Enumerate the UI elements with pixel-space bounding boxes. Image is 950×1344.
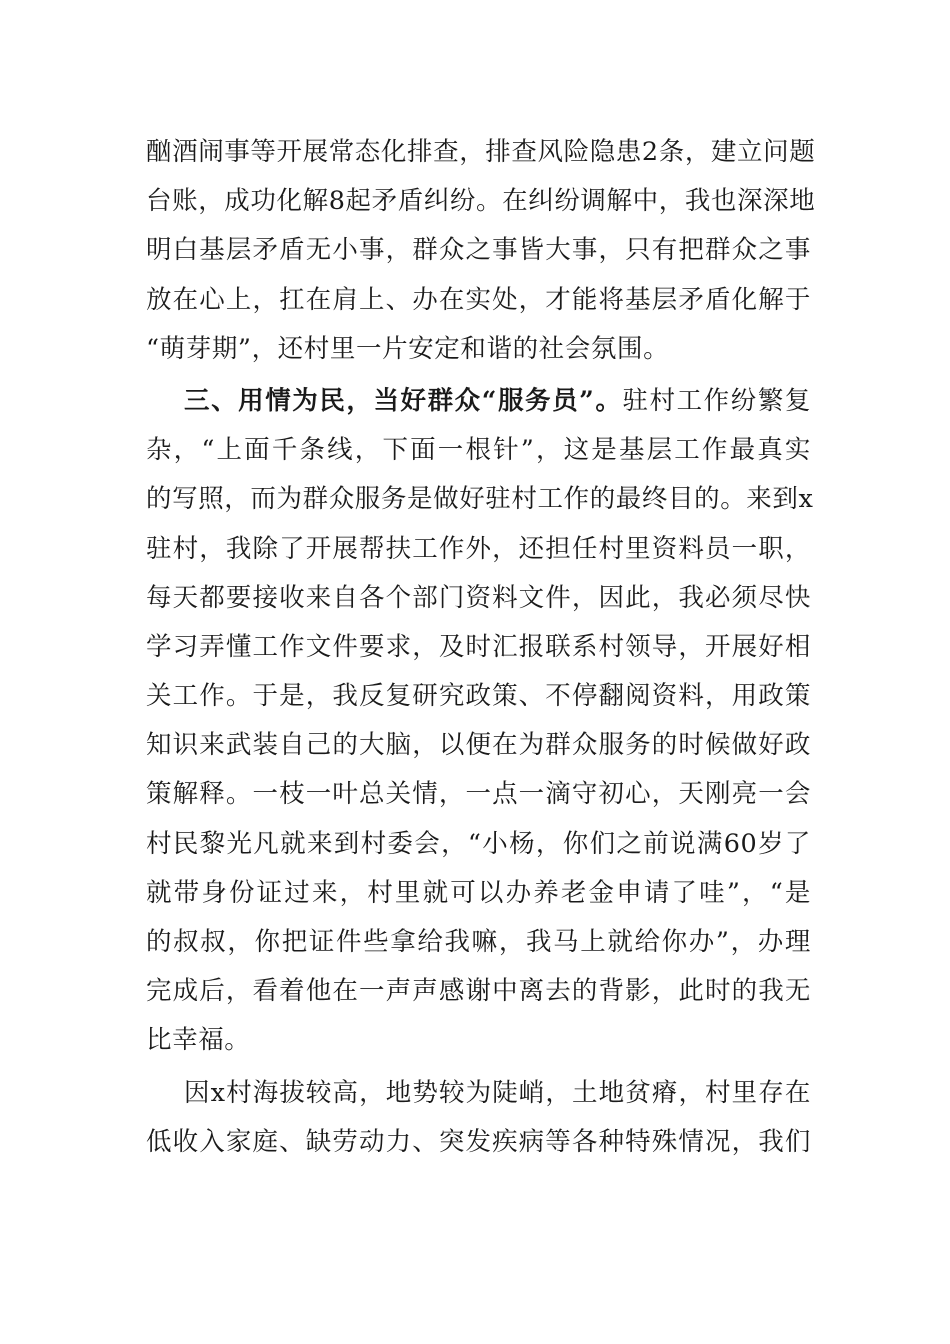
paragraph-3 (146, 1069, 811, 1167)
paragraph-line: 的写照，而为群众服务是做好驻村工作的最终目的。来到x (146, 484, 814, 515)
paragraph-line: 的叔叔，你把证件些拿给我嘛，我马上就给你办”，办理 (146, 927, 811, 957)
paragraph-line: 学习弄懂工作文件要求，及时汇报联系村领导，开展好相 (146, 631, 811, 662)
paragraph-line: 放在心上，扛在肩上、办在实处，才能将基层矛盾化解于 (146, 284, 811, 315)
paragraph-line: 关工作。于是，我反复研究政策、不停翻阅资料，用政策 (146, 681, 811, 712)
paragraph-1 (146, 128, 816, 374)
paragraph-first-line (146, 377, 811, 426)
paragraph-line: 比幸福。 (146, 1025, 251, 1056)
paragraph-line: 明白基层矛盾无小事，群众之事皆大事，只有把群众之事 (146, 235, 811, 266)
paragraph-line: 台账，成功化解8起矛盾纠纷。在纠纷调解中，我也深深地 (146, 186, 816, 217)
paragraph-2 (146, 377, 814, 1066)
paragraph-line: 每天都要接收来自各个部门资料文件，因此，我必须尽快 (146, 582, 811, 613)
section-heading: 三、用情为民，当好群众“服务员”。 (184, 385, 623, 416)
paragraph-line: 因x村海拔较高，地势较为陡峭，土地贫瘠，村里存在 (184, 1077, 811, 1108)
paragraph-line: 杂，“上面千条线，下面一根针”，这是基层工作最真实 (146, 435, 811, 466)
paragraph-line: 驻村，我除了开展帮扶工作外，还担任村里资料员一职， (146, 533, 811, 564)
document-body (146, 128, 816, 1167)
paragraph-line: 村民黎光凡就来到村委会，“小杨，你们之前说满60岁了 (146, 828, 811, 859)
paragraph-line: “萌芽期”，还村里一片安定和谐的社会氛围。 (146, 333, 670, 364)
heading-line-text: 驻村工作纷繁复 (622, 385, 811, 416)
paragraph-line: 知识来武装自己的大脑，以便在为群众服务的时候做好政 (146, 730, 811, 761)
paragraph-line: 策解释。一枝一叶总关情，一点一滴守初心，天刚亮一会 (146, 779, 811, 810)
paragraph-line: 低收入家庭、缺劳动力、突发疾病等各种特殊情况，我们 (146, 1126, 811, 1157)
paragraph-line: 就带身份证过来，村里就可以办养老金申请了哇”，“是 (146, 877, 811, 908)
paragraph-line: 酗酒闹事等开展常态化排查，排查风险隐患2条，建立问题 (146, 137, 816, 167)
paragraph-line: 完成后，看着他在一声声感谢中离去的背影，此时的我无 (146, 976, 811, 1007)
